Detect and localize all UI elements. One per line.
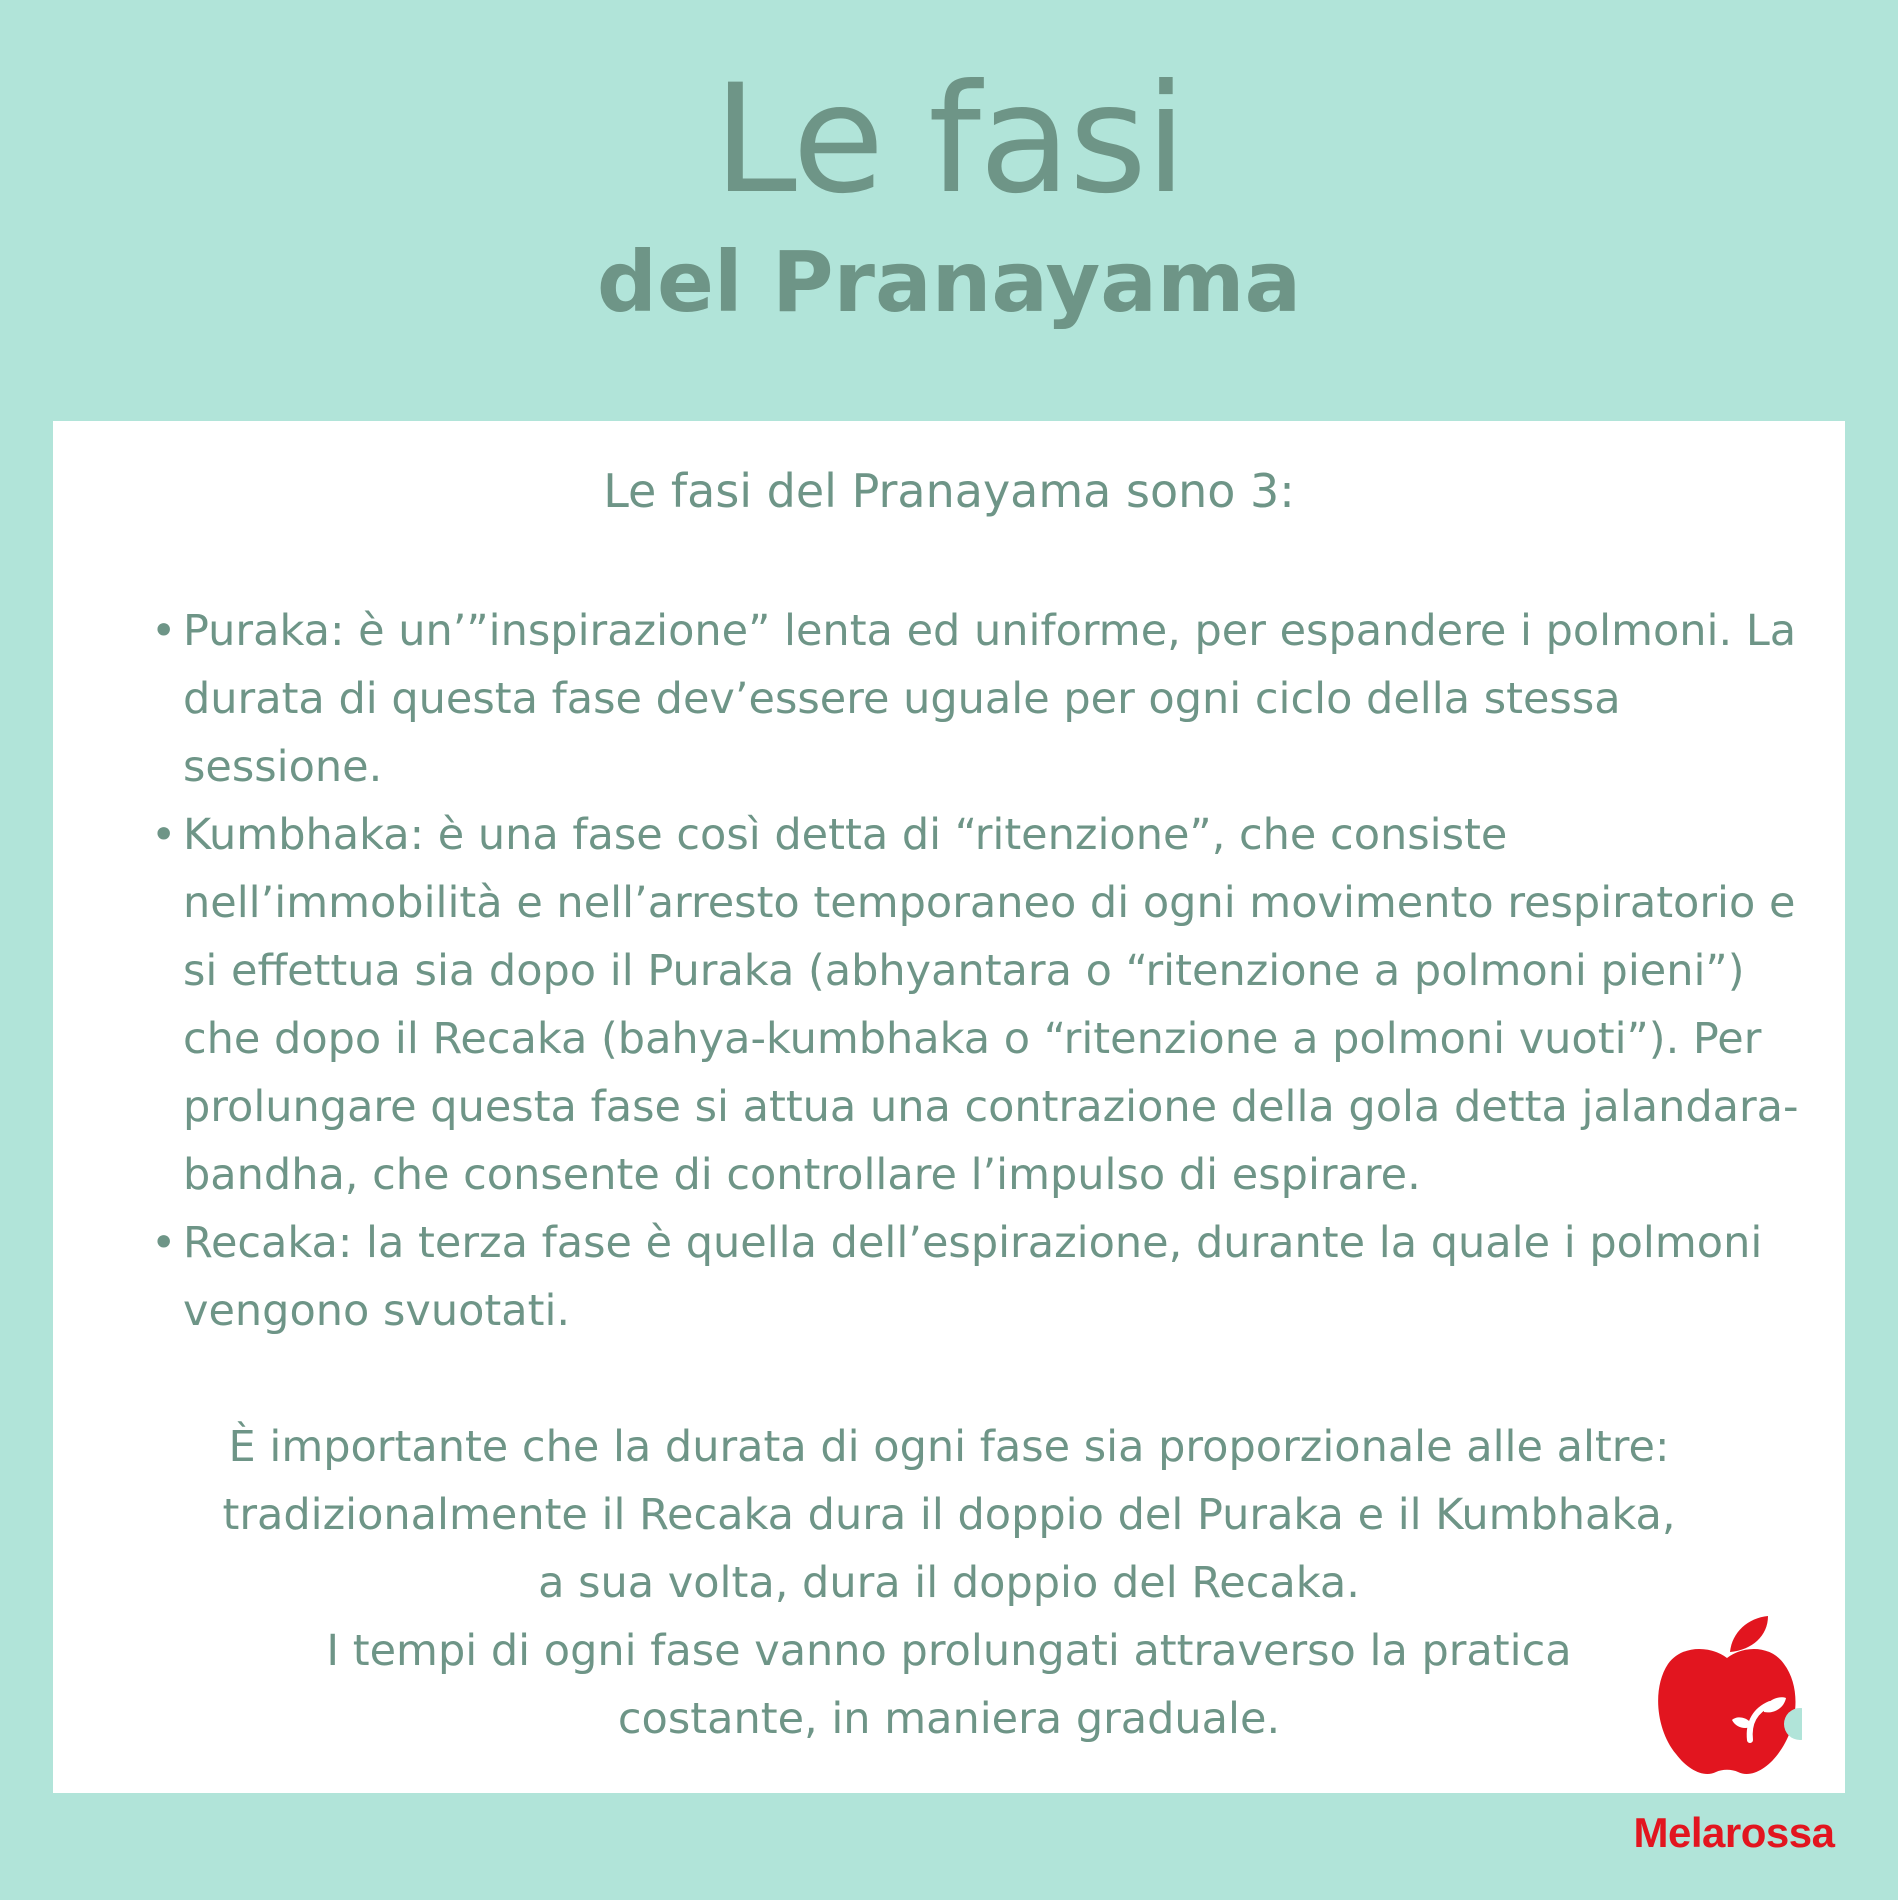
- page-title: Le fasi: [713, 53, 1185, 227]
- closing-paragraph: [53, 1413, 1845, 1753]
- content-card: [53, 421, 1845, 1793]
- phase-item-puraka: [151, 597, 1811, 801]
- closing-line: costante, in maniera graduale.: [617, 1694, 1281, 1744]
- brand-logo-text: Melarossa: [1633, 1809, 1835, 1856]
- closing-line: I tempi di ogni fase vanno prolungati attraverso la pratica: [326, 1626, 1572, 1676]
- phase-list: [151, 597, 1811, 1345]
- bullet-icon: •: [151, 810, 177, 860]
- bullet-icon: •: [151, 606, 177, 656]
- phase-text: Recaka: la terza fase è quella dell’espirazione, durante la quale i polmoni vengono svuotati.: [183, 1218, 1763, 1336]
- page-subtitle: del Pranayama: [596, 233, 1302, 331]
- closing-line: a sua volta, dura il doppio del Recaka.: [538, 1558, 1360, 1608]
- phase-item-kumbhaka: [151, 801, 1811, 1209]
- apple-icon: [1652, 1612, 1802, 1782]
- phase-item-recaka: [151, 1209, 1811, 1345]
- intro-text: Le fasi del Pranayama sono 3:: [603, 464, 1295, 518]
- closing-line: tradizionalmente il Recaka dura il doppio del Puraka e il Kumbhaka,: [222, 1490, 1676, 1540]
- phase-text: Puraka: è un’”inspirazione” lenta ed uniforme, per espandere i polmoni. La durata di questa fase dev’essere uguale per ogni ciclo della stessa sessione.: [183, 606, 1797, 792]
- phase-text: Kumbhaka: è una fase così detta di “ritenzione”, che consiste nell’immobilità e nell’arresto temporaneo di ogni movimento respiratorio e si effettua sia dopo il Puraka (abhyantara o “ritenzione a polmoni pieni”) che dopo il Recaka (bahya-kumbhaka o “ritenzione a polmoni vuoti”). Per prolungare questa fase si attua una contrazione della gola detta jalandara-bandha, che consente di controllare l’impulso di espirare.: [183, 810, 1799, 1200]
- bullet-icon: •: [151, 1218, 177, 1268]
- closing-line: È importante che la durata di ogni fase sia proporzionale alle altre:: [228, 1422, 1670, 1472]
